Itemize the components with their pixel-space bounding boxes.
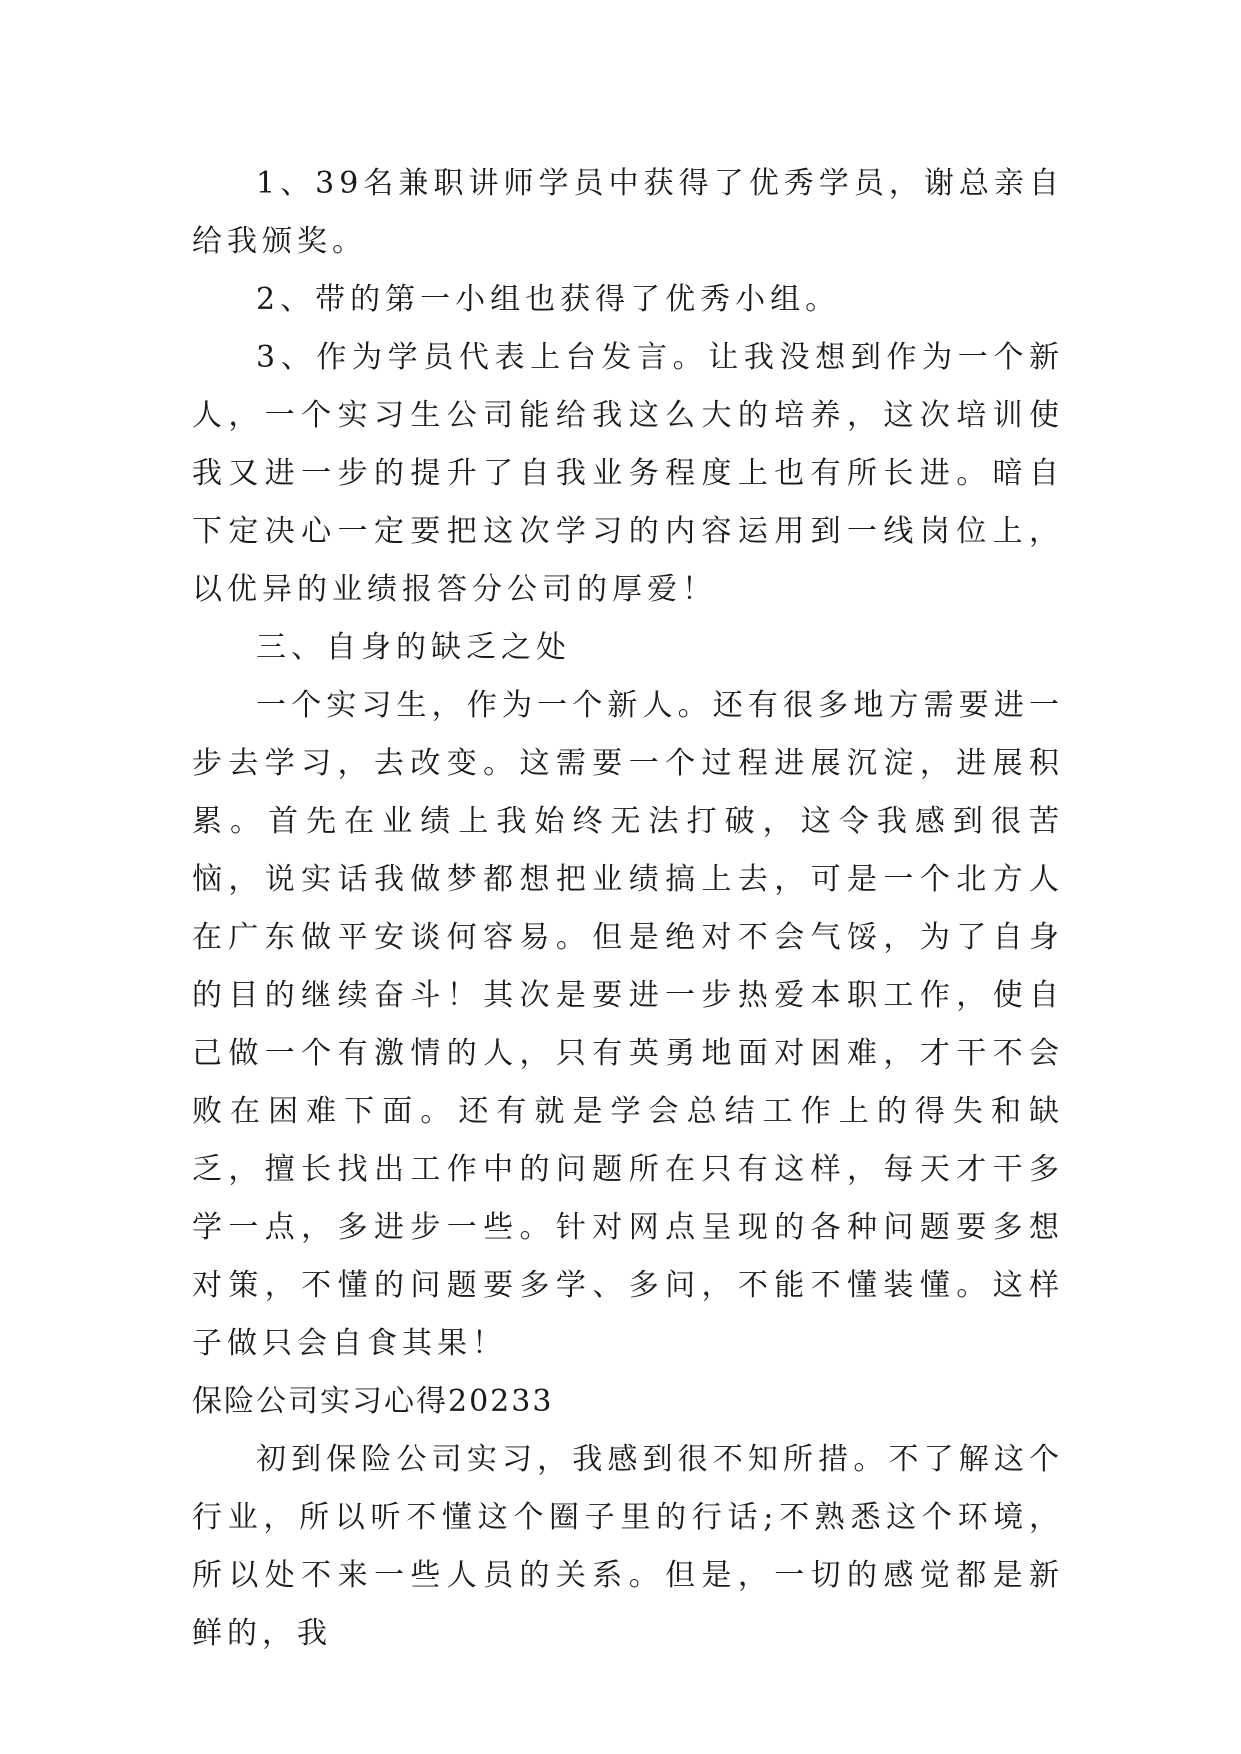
article-title: 保险公司实习心得20233	[192, 1384, 554, 1419]
paragraph-speech: 3、作为学员代表上台发言。让我没想到作为一个新人，一个实习生公司能给我这么大的培养，这次培训使我又进一步的提升了自我业务程度上也有所长进。暗自下定决心一定要把这次学习的内容运用到一线岗位上，以优异的业绩报答分公司的厚爱！	[192, 340, 1064, 607]
paragraph-award-group: 2、带的第一小组也获得了优秀小组。	[256, 282, 841, 317]
section-heading-shortcomings: 三、自身的缺乏之处	[256, 630, 571, 665]
paragraph-intro: 初到保险公司实习，我感到很不知所措。不了解这个行业，所以听不懂这个圈子里的行话;不熟悉这个环境，所以处不来一些人员的关系。但是，一切的感觉都是新鲜的，我	[192, 1442, 1064, 1651]
document-body	[192, 155, 1064, 1663]
paragraph-award-student: 1、39名兼职讲师学员中获得了优秀学员，谢总亲自给我颁奖。	[192, 166, 1064, 259]
paragraph-shortcomings: 一个实习生，作为一个新人。还有很多地方需要进一步去学习，去改变。这需要一个过程进展沉淀，进展积累。首先在业绩上我始终无法打破，这令我感到很苦恼，说实话我做梦都想把业绩搞上去，可是一个北方人在广东做平安谈何容易。但是绝对不会气馁，为了自身的目的继续奋斗！其次是要进一步热爱本职工作，使自己做一个有激情的人，只有英勇地面对困难，才干不会败在困难下面。还有就是学会总结工作上的得失和缺乏，擅长找出工作中的问题所在只有这样，每天才干多学一点，多进步一些。针对网点呈现的各种问题要多想对策，不懂的问题要多学、多问，不能不懂装懂。这样子做只会自食其果！	[192, 688, 1064, 1361]
